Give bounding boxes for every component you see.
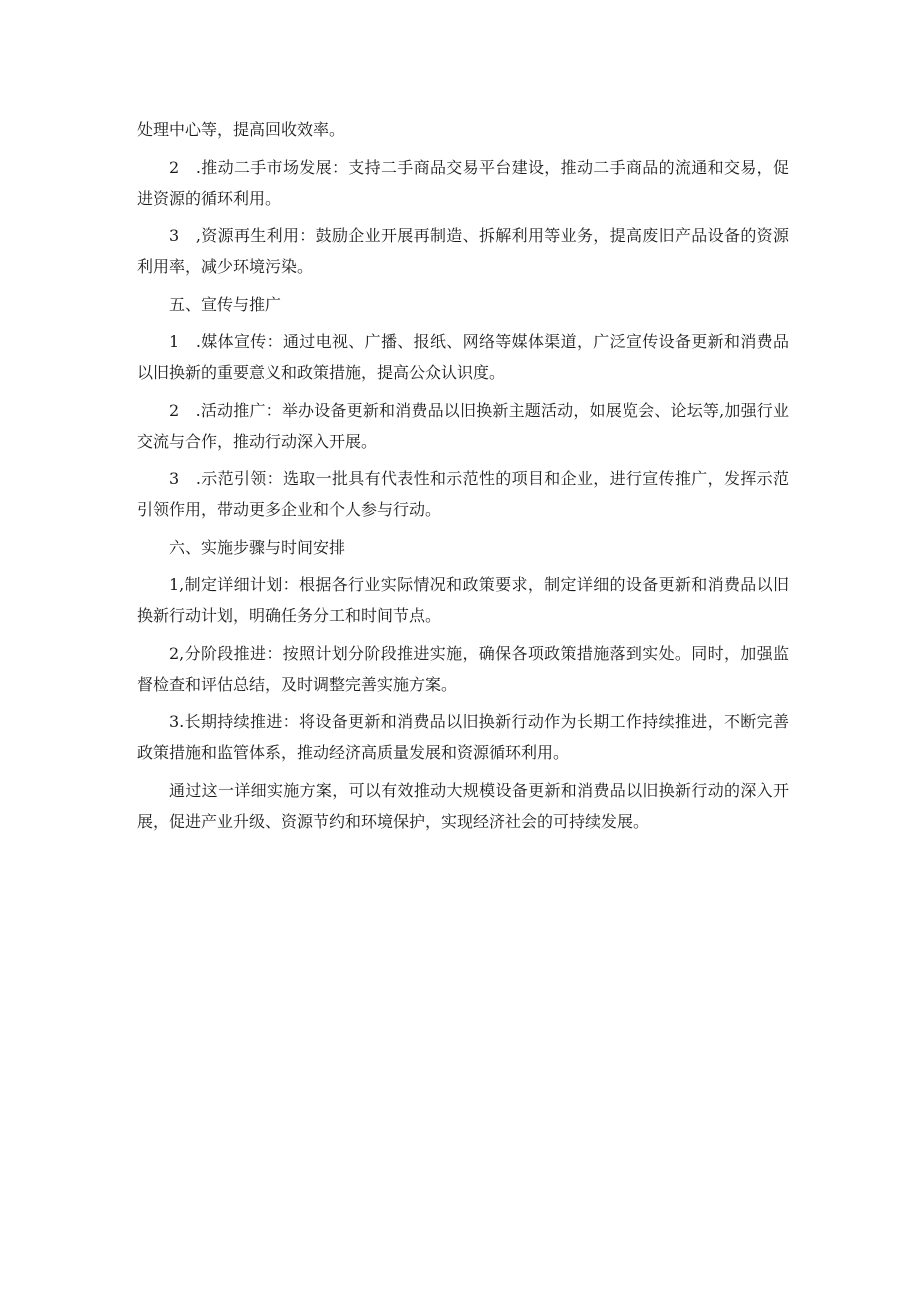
section-heading-implementation: 六、实施步骤与时间安排: [169, 537, 346, 557]
paragraph-item-3-resource-recycling: 3 ,资源再生利用：鼓励企业开展再制造、拆解利用等业务，提高废旧产品设备的资源利用率，减少环境污染。: [137, 226, 789, 276]
paragraph-item-1-detailed-plan: 1,制定详细计划：根据各行业实际情况和政策要求，制定详细的设备更新和消费品以旧换新行动计划，明确任务分工和时间节点。: [137, 575, 789, 625]
document-page: [137, 114, 789, 843]
section-heading-publicity: 五、宣传与推广: [169, 294, 282, 314]
paragraph-item-2-phased: 2,分阶段推进：按照计划分阶段推进实施，确保各项政策措施落到实处。同时，加强监督检查和评估总结，及时调整完善实施方案。: [137, 643, 789, 694]
paragraph-item-3-long-term: 3.长期持续推进：将设备更新和消费品以旧换新行动作为长期工作持续推进，不断完善政策措施和监管体系，推动经济高质量发展和资源循环利用。: [137, 712, 789, 762]
paragraph-item-2-activities: 2 .活动推广：举办设备更新和消费品以旧换新主题活动，如展览会、论坛等,加强行业交流与合作，推动行动深入开展。: [137, 400, 789, 451]
paragraph-item-2-secondhand-market: 2 .推动二手市场发展：支持二手商品交易平台建设，推动二手商品的流通和交易，促进资源的循环利用。: [137, 157, 789, 208]
paragraph-continuation: 处理中心等，提高回收效率。: [137, 120, 346, 139]
paragraph-item-3-demonstration: 3 .示范引领：选取一批具有代表性和示范性的项目和企业，进行宣传推广，发挥示范引领作用，带动更多企业和个人参与行动。: [137, 469, 789, 519]
paragraph-conclusion: 通过这一详细实施方案，可以有效推动大规模设备更新和消费品以旧换新行动的深入开展，促进产业升级、资源节约和环境保护，实现经济社会的可持续发展。: [137, 780, 789, 831]
paragraph-item-1-media: 1 .媒体宣传：通过电视、广播、报纸、网络等媒体渠道，广泛宣传设备更新和消费品以旧换新的重要意义和政策措施，提高公众认识度。: [137, 332, 789, 382]
